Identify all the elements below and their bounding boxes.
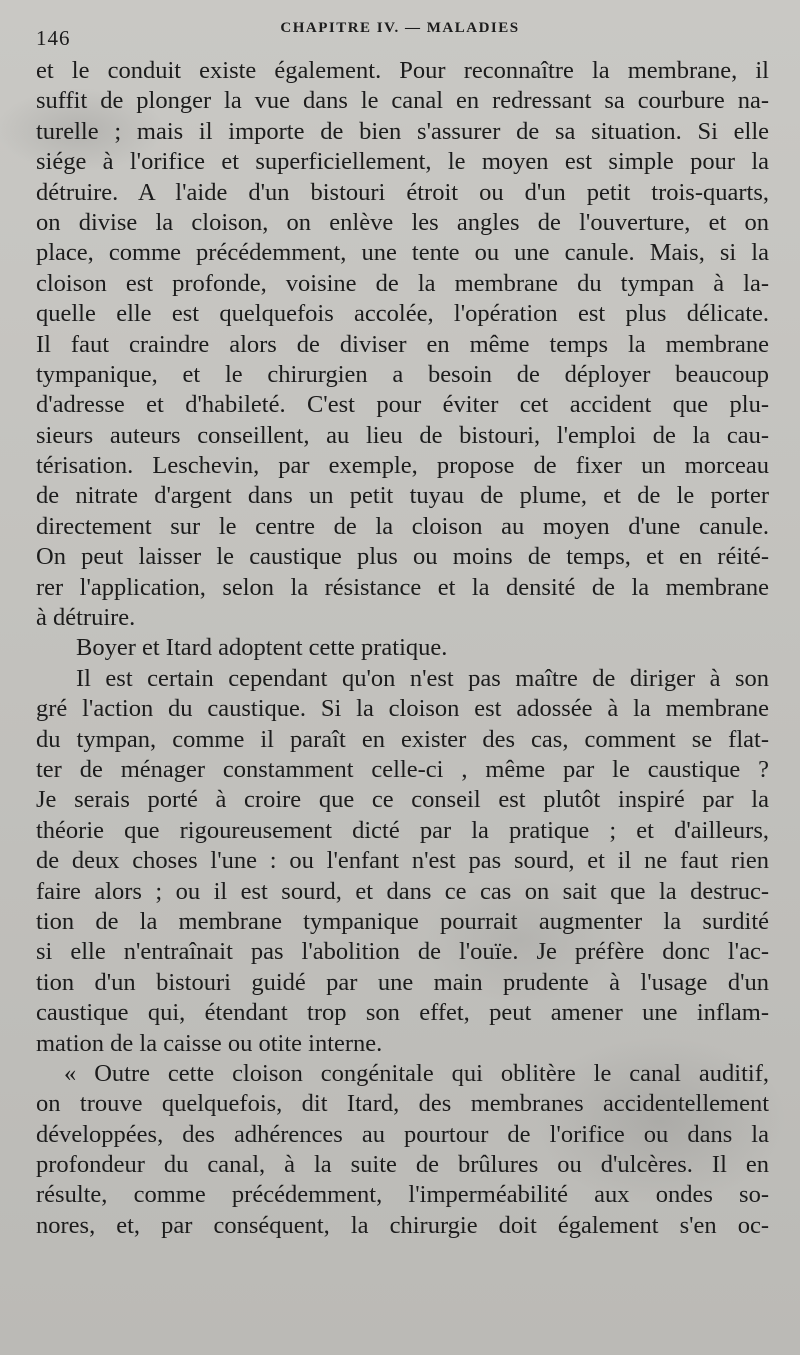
text-line: mation de la caisse ou otite interne.: [36, 1029, 383, 1057]
text-line: de deux choses l'une : ou l'enfant n'est pas sourd, et il ne faut rien: [36, 847, 769, 875]
text-line: suffit de plonger la vue dans le canal en redressant sa courbure na-: [36, 87, 769, 115]
page-header: [36, 16, 764, 50]
text-line: Il faut craindre alors de diviser en même temps la membrane: [36, 330, 769, 358]
text-line: directement sur le centre de la cloison au moyen d'une canule.: [36, 512, 769, 540]
text-line: du tympan, comme il paraît en exister des cas, comment se flat-: [36, 725, 769, 753]
text-line: on divise la cloison, on enlève les angles de l'ouverture, et on: [36, 208, 769, 236]
text-line: cloison est profonde, voisine de la membrane du tympan à la-: [36, 269, 769, 297]
text-line: « Outre cette cloison congénitale qui oblitère le canal auditif,: [64, 1059, 769, 1087]
text-line: faire alors ; ou il est sourd, et dans ce cas on sait que la destruc-: [36, 877, 769, 905]
text-line: Boyer et Itard adoptent cette pratique.: [76, 634, 448, 662]
text-line: théorie que rigoureusement dicté par la pratique ; et d'ailleurs,: [36, 816, 769, 844]
text-line: quelle elle est quelquefois accolée, l'opération est plus délicate.: [36, 300, 769, 328]
text-line: tympanique, et le chirurgien a besoin de déployer beaucoup: [36, 360, 769, 388]
text-line: gré l'action du caustique. Si la cloison est adossée à la membrane: [36, 695, 769, 723]
text-line: Il est certain cependant qu'on n'est pas maître de diriger à son: [76, 664, 769, 692]
text-line: détruire. A l'aide d'un bistouri étroit ou d'un petit trois-quarts,: [36, 178, 769, 206]
running-head: CHAPITRE IV. — MALADIES: [280, 20, 520, 36]
text-line: nores, et, par conséquent, la chirurgie doit également s'en oc-: [36, 1211, 769, 1239]
text-line: tion de la membrane tympanique pourrait augmenter la surdité: [36, 907, 769, 935]
page-number: 146: [36, 26, 71, 50]
text-line: caustique qui, étendant trop son effet, peut amener une inflam-: [36, 999, 769, 1027]
text-line: térisation. Leschevin, par exemple, propose de fixer un morceau: [36, 452, 769, 480]
text-line: développées, des adhérences au pourtour de l'orifice ou dans la: [36, 1120, 769, 1148]
text-line: et le conduit existe également. Pour reconnaître la membrane, il: [36, 57, 769, 84]
text-line: siége à l'orifice et superficiellement, le moyen est simple pour la: [36, 148, 769, 176]
text-line: place, comme précédemment, une tente ou une canule. Mais, si la: [36, 239, 769, 267]
text-line: si elle n'entraînait pas l'abolition de l'ouïe. Je préfère donc l'ac-: [36, 938, 769, 966]
text-line: turelle ; mais il importe de bien s'assurer de sa situation. Si elle: [36, 117, 769, 145]
text-line: d'adresse et d'habileté. C'est pour éviter cet accident que plu-: [36, 391, 769, 419]
text-line: on trouve quelquefois, dit Itard, des membranes accidentellement: [36, 1090, 769, 1118]
text-line: profondeur du canal, à la suite de brûlures ou d'ulcères. Il en: [36, 1151, 769, 1179]
text-line: à détruire.: [36, 604, 136, 632]
text-line: ter de ménager constamment celle-ci , même par le caustique ?: [36, 755, 769, 783]
text-line: On peut laisser le caustique plus ou moins de temps, et en réité-: [36, 543, 769, 571]
text-line: rer l'application, selon la résistance et la densité de la membrane: [36, 573, 769, 601]
text-line: résulte, comme précédemment, l'imperméabilité aux ondes so-: [36, 1181, 769, 1209]
text-line: tion d'un bistouri guidé par une main prudente à l'usage d'un: [36, 968, 769, 996]
text-line: sieurs auteurs conseillent, au lieu de bistouri, l'emploi de la cau-: [36, 421, 769, 449]
text-line: Je serais porté à croire que ce conseil est plutôt inspiré par la: [36, 786, 769, 814]
text-line: de nitrate d'argent dans un petit tuyau de plume, et de le porter: [36, 482, 769, 510]
body-text: [36, 56, 769, 1241]
